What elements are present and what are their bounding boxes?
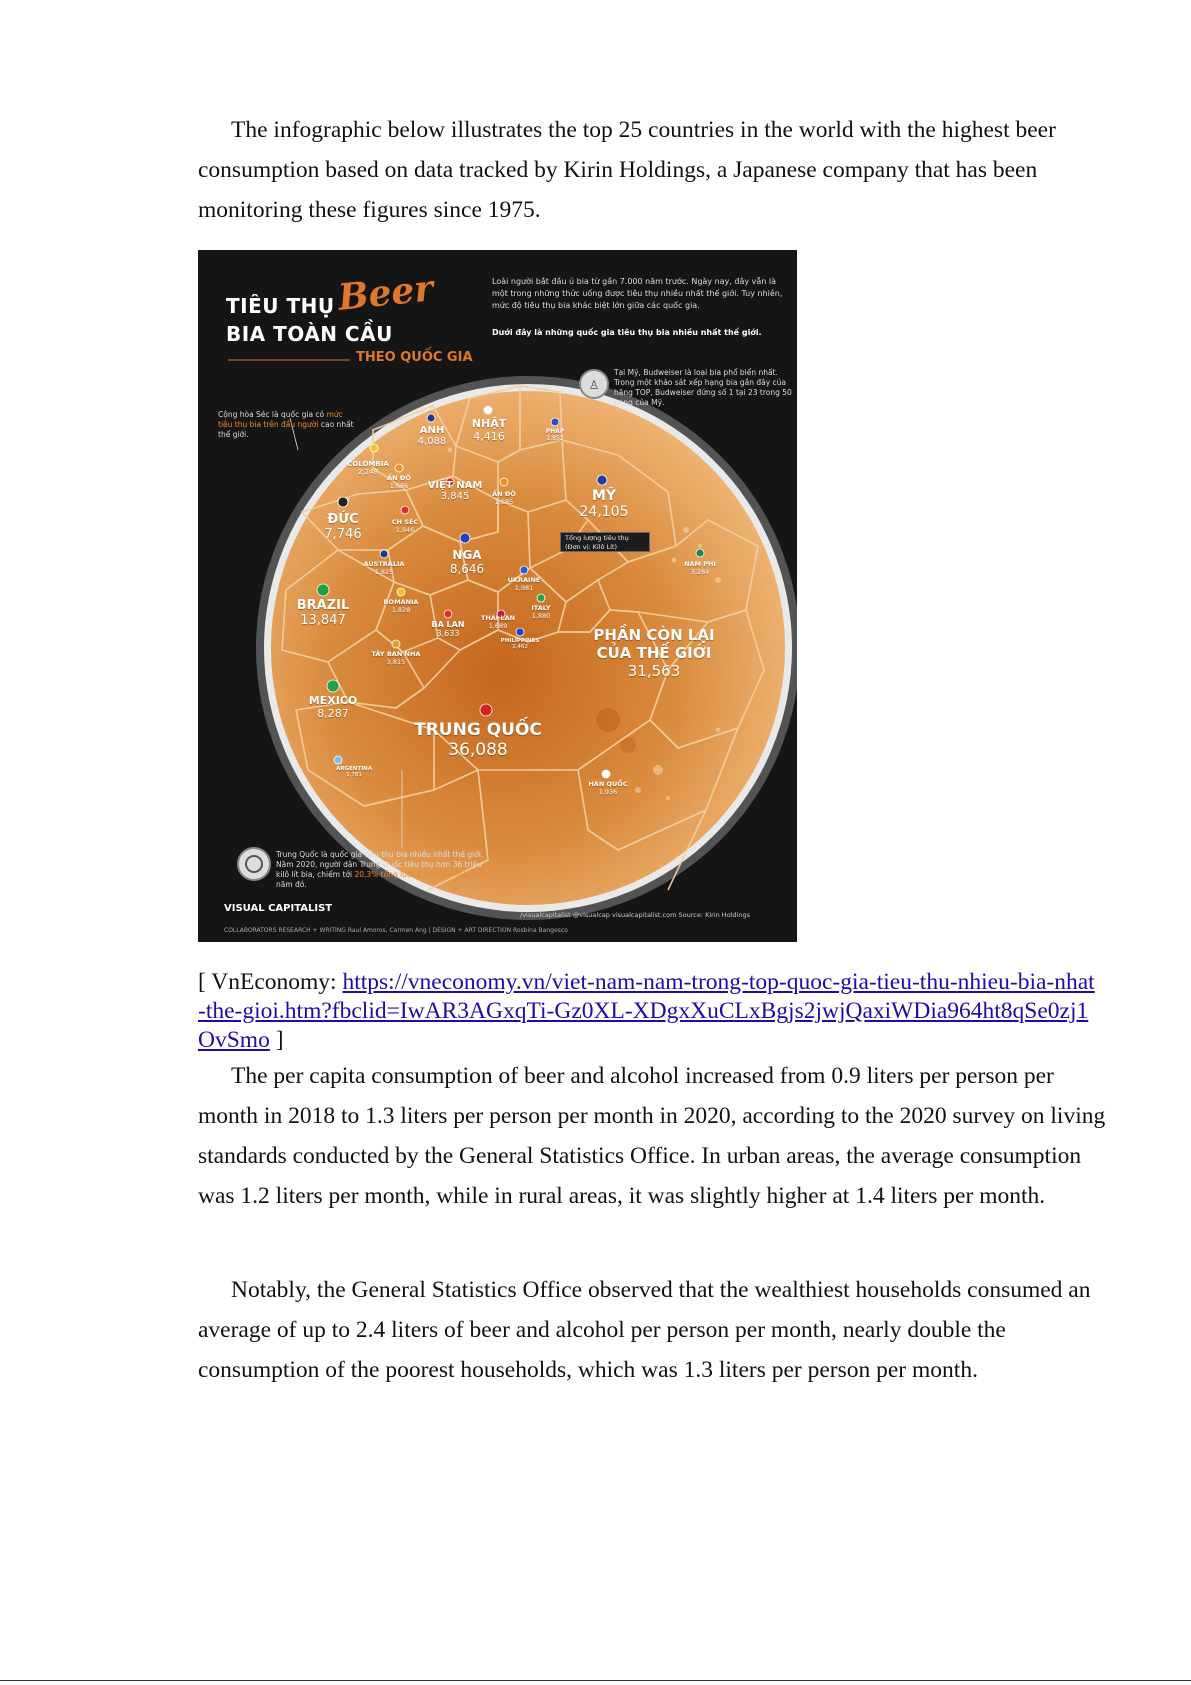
country-label: ĐỨC 7,746: [324, 512, 362, 542]
country-label: CH SÉC 1,946: [391, 518, 419, 534]
country-label: HÀN QUỐC 1,936: [588, 780, 628, 796]
infographic-title-line2: BIA TOÀN CẦU: [226, 322, 393, 346]
page-bottom-rule: [0, 1680, 1191, 1681]
social-links: /visualcapitalist @visualcap visualcapitalist.com Source: Kirin Holdings: [520, 911, 751, 919]
country-label: ROMANIA 1,828: [383, 598, 419, 614]
country-label: UKRAINE 1,981: [507, 576, 541, 592]
country-label: VIỆT NAM 3,845: [427, 480, 483, 502]
country-label: ANH 4,088: [417, 425, 447, 447]
infographic-intro-bold: Dưới đây là những quốc gia tiêu thụ bia nhiều nhất thế giới.: [492, 328, 762, 337]
infographic-intro-text: Loài người bắt đầu ủ bia từ gần 7.000 năm trước. Ngày nay, đây vẫn là một trong những thức uống được tiêu thụ nhiều nhất thế giới. Tuy nhiên, mức độ tiêu thụ bia khác biệt lớn giữa các quốc gia.: [492, 277, 783, 310]
infographic-subtitle: THEO QUỐC GIA: [356, 350, 473, 365]
collaborators-credit: COLLABORATORS RESEARCH + WRITING Raul Amoros, Carmen Ang | DESIGN + ART DIRECTION Rosbina Bangesco: [224, 927, 568, 934]
infographic-graphics: [198, 250, 797, 942]
country-label: NGA 8,646: [449, 548, 485, 576]
beer-consumption-infographic: [198, 250, 797, 942]
country-label: COLOMBIA 2,248: [347, 460, 389, 476]
country-label: NHẬT 4,416: [471, 417, 507, 443]
unit-legend: Tổng lượng tiêu thụ (Đơn vị: Kilô Lít): [560, 532, 650, 552]
country-label: PHÁP 1,852: [545, 428, 565, 442]
intro-paragraph: The infographic below illustrates the top 25 countries in the world with the highest beer consumption based on data tracked by Kirin Holdings, a Japanese company that has been monitoring these figures since 1975.: [198, 117, 1056, 223]
country-label: TÂY BAN NHA 3,815: [371, 650, 421, 666]
country-label: PHILIPPINES 1,462: [500, 638, 540, 650]
country-label: BRAZIL 13,847: [296, 598, 350, 628]
czech-callout-text: Cộng hòa Séc là quốc gia có mức tiêu thụ bia trên đầu người cao nhất thế giới.: [218, 410, 354, 439]
country-label: MỸ 24,105: [579, 488, 629, 520]
country-label: BA LAN 3,633: [431, 620, 465, 638]
country-label: ẤN ĐỘ 1,686: [387, 474, 411, 490]
country-label: ITALY 1,880: [531, 604, 551, 620]
country-label: TRUNG QUỐC 36,088: [414, 720, 542, 760]
country-label: AUSTRALIA 1,825: [363, 560, 405, 576]
china-callout-text: Trung Quốc là quốc gia tiêu thụ bia nhiều nhất thế giới. Năm 2020, người dân Trung Quốc tiêu thụ hơn 36 triệu kilô lít bia, chiếm tới 20,3% tổng lượng tiêu thụ toàn cầu năm đó.: [276, 850, 488, 889]
country-label: NAM PHI 3,284: [684, 560, 716, 576]
country-label: THÁI LAN 1,689: [480, 614, 516, 630]
country-label: PHẦN CÒN LẠI CỦA THẾ GIỚI 31,563: [593, 626, 715, 680]
country-label: MEXICO 8,287: [308, 694, 358, 720]
infographic-title-beer: Beer: [336, 267, 436, 319]
us-callout-text: Tại Mỹ, Budweiser là loại bia phổ biến nhất. Trong một khảo sát xếp hạng bia gần đây của hãng TOP, Budweiser đứng số 1 tại 23 trong 50 bang của Mỹ.: [614, 368, 792, 407]
consumption-paragraph: The per capita consumption of beer and alcohol increased from 0.9 liters per person per month in 2018 to 1.3 liters per person per month in 2020, according to the 2020 survey on living standards conducted by the General Statistics Office. In urban areas, the average consumption was 1.2 liters per month, while in rural areas, it was slightly higher at 1.4 liters per month.: [198, 1063, 1106, 1209]
country-label: ARGENTINA 1,781: [335, 766, 373, 778]
source-citation: [ VnEconomy: https://vneconomy.vn/viet-nam-nam-trong-top-quoc-gia-tieu-thu-nhieu-bia-nhat-the-gioi.htm?fbclid=IwAR3AGxqTi-Gz0XL-XDgxXuCLxBgjs2jwjQaxiWDia964ht8qSe0zj1OvSmo ]: [198, 969, 1095, 1053]
households-paragraph: Notably, the General Statistics Office observed that the wealthiest households consumed an average of up to 2.4 liters of beer and alcohol per person per month, nearly double the consumption of the poorest households, which was 1.3 liters per person per month.: [198, 1277, 1091, 1383]
svg-text:♙: ♙: [588, 378, 600, 392]
infographic-title-line1: TIÊU THỤ: [226, 294, 335, 318]
country-label: ẤN ĐỘ 1,685: [492, 490, 516, 506]
visual-capitalist-logo: VISUAL CAPITALIST: [224, 903, 333, 914]
source-link[interactable]: https://vneconomy.vn/viet-nam-nam-trong-top-quoc-gia-tieu-thu-nhieu-bia-nhat-the-gioi.htm?fbclid=IwAR3AGxqTi-Gz0XL-XDgxXuCLxBgjs2jwjQaxiWDia964ht8qSe0zj1OvSmo: [198, 969, 1095, 1053]
